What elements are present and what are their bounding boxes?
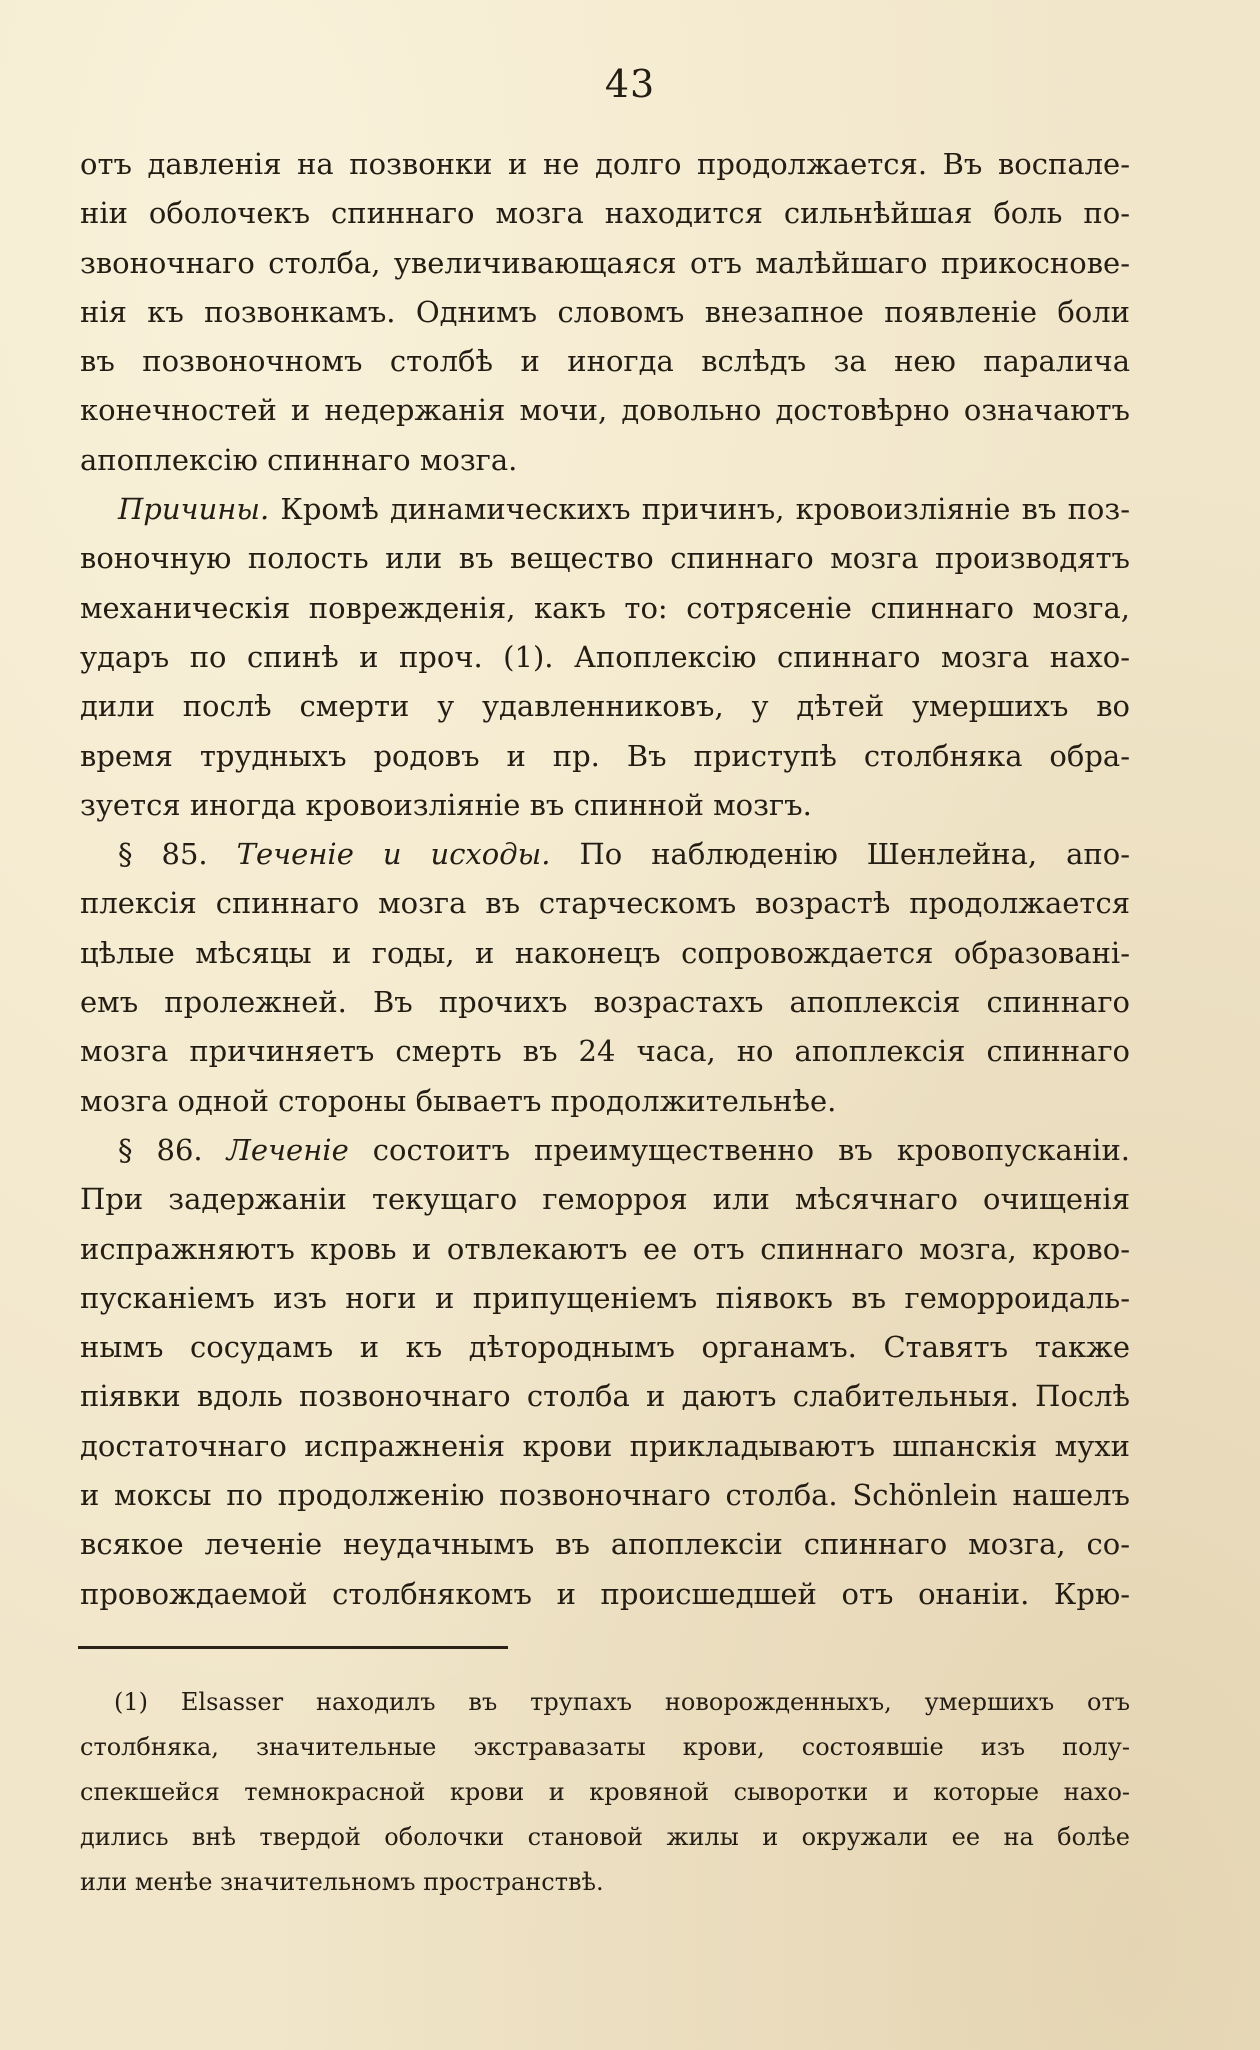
text-line: достаточнаго испражненія крови прикладываютъ шпанскія мухи	[80, 1428, 1130, 1463]
section-heading: Теченіе и исходы.	[236, 837, 551, 872]
text-line: отъ давленія на позвонки и не долго продолжается. Въ воспале-	[80, 147, 1130, 181]
text-line: § 85. Теченіе и исходы. По наблюденію Шенлейна, апо-	[118, 837, 1130, 872]
text-line: время трудныхъ родовъ и пр. Въ приступѣ столбняка обра-	[80, 738, 1130, 773]
text-line: и моксы по продолженію позвоночнаго столба. Schönlein нашелъ	[80, 1478, 1130, 1513]
text-line: нымъ сосудамъ и къ дѣтороднымъ органамъ. Ставятъ также	[80, 1330, 1130, 1365]
text-line: механическія поврежденія, какъ то: сотрясеніе спиннаго мозга,	[80, 590, 1130, 625]
section-heading: Причины.	[118, 492, 270, 527]
text-line: цѣлые мѣсяцы и годы, и наконецъ сопровождается образовані-	[80, 935, 1130, 970]
body-text	[80, 140, 1130, 1619]
text-line: Причины. Кромѣ динамическихъ причинъ, кровоизліяніе въ поз-	[118, 492, 1130, 527]
text-line: воночную полость или въ вещество спиннаго мозга производятъ	[80, 541, 1130, 576]
text-line: звоночнаго столба, увеличивающаяся отъ малѣйшаго прикоснове-	[80, 245, 1130, 280]
text-line: конечностей и недержанія мочи, довольно достовѣрно означаютъ	[80, 393, 1130, 428]
text-line: пусканіемъ изъ ноги и припущеніемъ піявокъ въ геморроидаль-	[80, 1280, 1130, 1315]
text-line: въ позвоночномъ столбѣ и иногда вслѣдъ за нею паралича	[80, 344, 1130, 379]
page-number: 43	[604, 62, 656, 106]
text-line: ударъ по спинѣ и проч. (1). Апоплексію спиннаго мозга нахо-	[80, 639, 1130, 674]
text-line: нія къ позвонкамъ. Однимъ словомъ внезапное появленіе боли	[80, 294, 1130, 329]
text-line: провождаемой столбнякомъ и происшедшей отъ онаніи. Крю-	[80, 1576, 1130, 1611]
footnotes	[80, 1680, 1130, 1905]
section-heading: Леченіе	[226, 1132, 349, 1167]
footnote-line: (1) Elsasser находилъ въ трупахъ новорожденныхъ, умершихъ отъ	[114, 1688, 1130, 1716]
text-line: всякое леченіе неудачнымъ въ апоплексіи спиннаго мозга, со-	[80, 1527, 1130, 1562]
footnote-divider	[78, 1646, 508, 1649]
footnote-line: столбняка, значительные экстравазаты крови, состоявшіе изъ полу-	[80, 1733, 1130, 1761]
text-line: дили послѣ смерти у удавленниковъ, у дѣтей умершихъ во	[80, 689, 1130, 724]
footnote-line: или менѣе значительномъ пространствѣ.	[80, 1868, 604, 1896]
text-line: мозга причиняетъ смерть въ 24 часа, но апоплексія спиннаго	[80, 1034, 1130, 1069]
footnote-line: спекшейся темнокрасной крови и кровяной сыворотки и которые нахо-	[80, 1778, 1130, 1806]
text-line: апоплексію спиннаго мозга.	[80, 442, 518, 477]
text-line: піявки вдоль позвоночнаго столба и даютъ слабительныя. Послѣ	[80, 1379, 1130, 1414]
text-line: емъ пролежней. Въ прочихъ возрастахъ апоплексія спиннаго	[80, 985, 1130, 1020]
text-line: При задержаніи текущаго геморроя или мѣсячнаго очищенія	[80, 1182, 1130, 1217]
text-line: ніи оболочекъ спиннаго мозга находится сильнѣйшая боль по-	[80, 196, 1130, 231]
text-line: § 86. Леченіе состоитъ преимущественно въ кровопусканіи.	[118, 1132, 1130, 1167]
text-line: зуется иногда кровоизліяніе въ спинной мозгъ.	[80, 787, 812, 822]
text-line: мозга одной стороны бываетъ продолжительнѣе.	[80, 1083, 837, 1118]
text-line: плексія спиннаго мозга въ старческомъ возрастѣ продолжается	[80, 886, 1130, 921]
text-line: испражняютъ кровь и отвлекаютъ ее отъ спиннаго мозга, крово-	[80, 1231, 1130, 1266]
footnote-line: дились внѣ твердой оболочки становой жилы и окружали ее на болѣе	[80, 1823, 1130, 1851]
